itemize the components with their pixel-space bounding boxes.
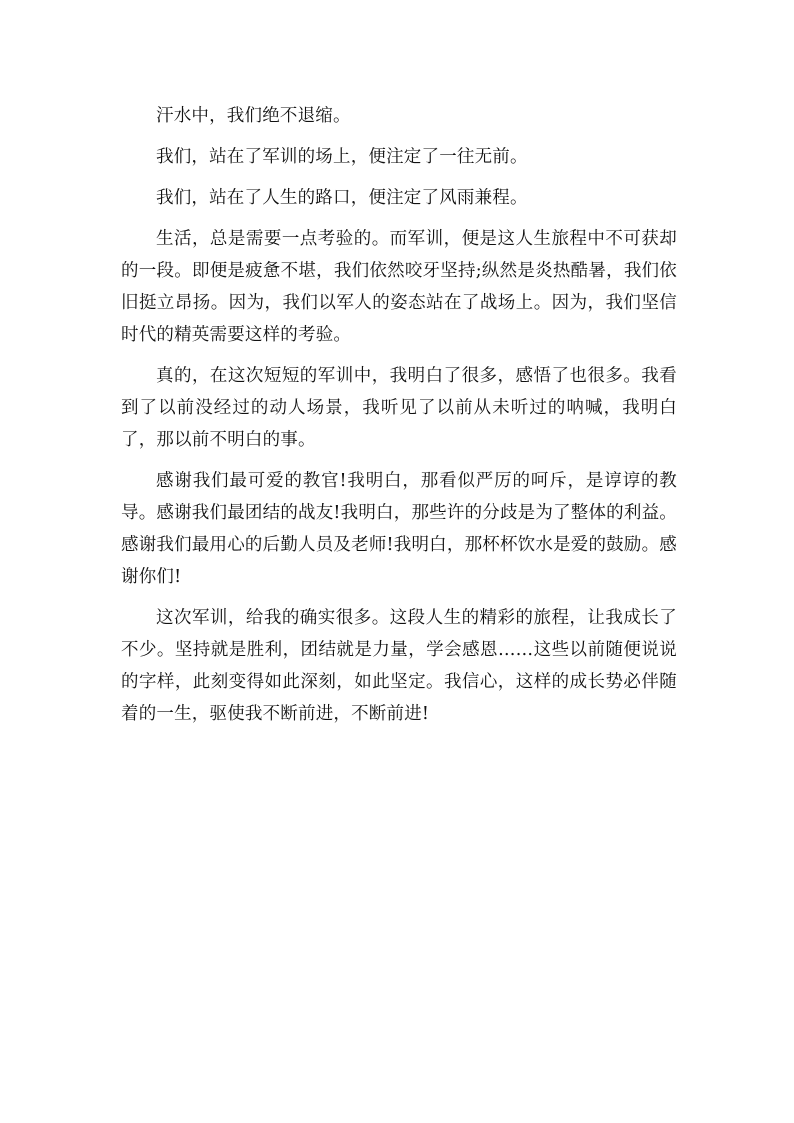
paragraph-2: 我们，站在了军训的场上，便注定了一往无前。	[156, 147, 528, 167]
paragraph-6: 感谢我们最可爱的教官!我明白，那看似严厉的呵斥，是谆谆的教导。感谢我们最团结的战友!我明白，那些许的分歧是为了整体的利益。感谢我们最用心的后勤人员及老师!我明白，那杯杯饮水是爱的鼓励。感谢你们!	[121, 471, 677, 587]
paragraph-3: 我们，站在了人生的路口，便注定了风雨兼程。	[156, 188, 528, 208]
paragraph-4: 生活，总是需要一点考验的。而军训，便是这人生旅程中不可获却的一段。即便是疲惫不堪，我们依然咬牙坚持;纵然是炎热酷暑，我们依旧挺立昂扬。因为，我们以军人的姿态站在了战场上。因为，我们坚信时代的精英需要这样的考验。	[121, 229, 677, 345]
paragraph-7: 这次军训，给我的确实很多。这段人生的精彩的旅程，让我成长了不少。坚持就是胜利，团结就是力量，学会感恩……这些以前随便说说的字样，此刻变得如此深刻，如此坚定。我信心，这样的成长势必伴随着的一生，驱使我不断前进，不断前进!	[121, 608, 677, 724]
document-body	[121, 100, 677, 739]
paragraph-1: 汗水中，我们绝不退缩。	[156, 106, 351, 126]
paragraph-5: 真的，在这次短短的军训中，我明白了很多，感悟了也很多。我看到了以前没经过的动人场景，我听见了以前从未听过的呐喊，我明白了，那以前不明白的事。	[121, 366, 677, 450]
